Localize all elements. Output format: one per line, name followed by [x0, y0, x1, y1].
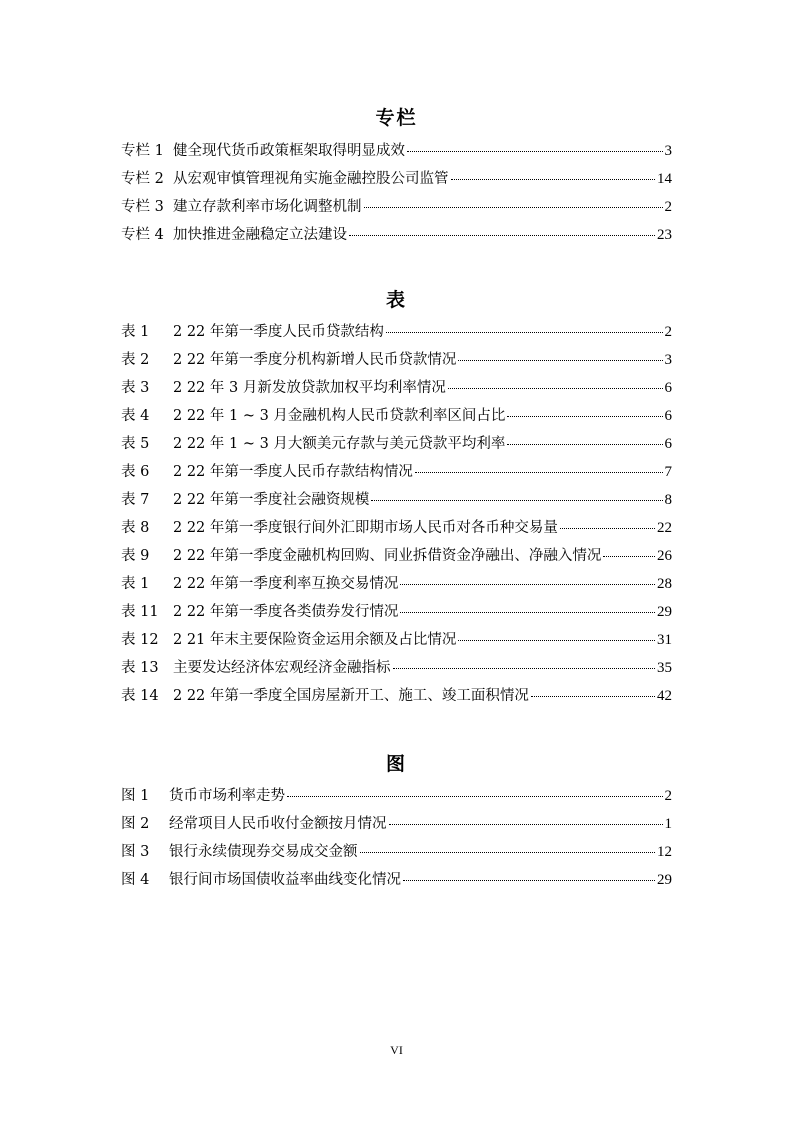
toc-entry-page-number: 26 — [657, 548, 672, 564]
toc-entry[interactable] — [121, 223, 672, 251]
toc-entry-page-number: 12 — [657, 844, 672, 860]
toc-entry[interactable] — [121, 784, 672, 812]
columns-toc-list — [121, 139, 672, 251]
toc-entry-label: 专栏 4 — [121, 227, 164, 243]
toc-entry[interactable] — [121, 432, 672, 460]
toc-entry-title: 从宏观审慎管理视角实施金融控股公司监管 — [173, 171, 449, 187]
toc-entry-label: 图 3 — [121, 844, 150, 860]
toc-entry-label: 图 2 — [121, 816, 150, 832]
toc-entry-page-number: 2 — [664, 324, 672, 340]
toc-entry-label: 表 6 — [121, 464, 150, 480]
toc-entry[interactable] — [121, 460, 672, 488]
dot-leader — [448, 388, 663, 389]
toc-entry-page-number: 6 — [664, 436, 672, 452]
toc-entry-label: 专栏 3 — [121, 199, 164, 215]
toc-entry-title: 2 22 年第一季度人民币存款结构情况 — [173, 464, 413, 480]
dot-leader — [507, 444, 662, 445]
toc-entry[interactable] — [121, 348, 672, 376]
toc-entry-label: 表 7 — [121, 492, 150, 508]
tables-toc-list — [121, 320, 672, 712]
toc-entry-title: 2 22 年 1 ~ 3 月大额美元存款与美元贷款平均利率 — [173, 436, 506, 452]
toc-entry-title: 2 22 年第一季度金融机构回购、同业拆借资金净融出、净融入情况 — [173, 548, 602, 564]
toc-entry-label: 表 5 — [121, 436, 150, 452]
toc-entry-page-number: 2 — [664, 199, 672, 215]
toc-entry[interactable] — [121, 572, 672, 600]
toc-entry-title: 货币市场利率走势 — [169, 788, 285, 804]
toc-entry-label: 专栏 1 — [121, 143, 164, 159]
toc-entry-title: 2 22 年 1 ~ 3 月金融机构人民币贷款利率区间占比 — [173, 408, 506, 424]
toc-entry-page-number: 7 — [664, 464, 672, 480]
dot-leader — [400, 612, 655, 613]
toc-entry-label: 表 2 — [121, 352, 150, 368]
toc-entry-title: 主要发达经济体宏观经济金融指标 — [173, 660, 391, 676]
toc-entry-label: 表 9 — [121, 548, 150, 564]
dot-leader — [400, 584, 655, 585]
toc-entry[interactable] — [121, 684, 672, 712]
toc-entry-label: 表 1 — [121, 576, 150, 592]
toc-entry-title: 2 22 年第一季度社会融资规模 — [173, 492, 370, 508]
toc-entry-page-number: 3 — [664, 143, 672, 159]
toc-entry-page-number: 28 — [657, 576, 672, 592]
dot-leader — [287, 796, 663, 797]
toc-entry-page-number: 29 — [657, 604, 672, 620]
toc-entry-title: 2 22 年第一季度利率互换交易情况 — [173, 576, 399, 592]
toc-entry-title: 银行间市场国债收益率曲线变化情况 — [169, 872, 401, 888]
dot-leader — [560, 528, 655, 529]
dot-leader — [603, 556, 655, 557]
toc-entry-page-number: 6 — [664, 408, 672, 424]
toc-entry-label: 表 11 — [121, 604, 159, 620]
toc-entry-label: 表 8 — [121, 520, 150, 536]
toc-entry-page-number: 2 — [664, 788, 672, 804]
toc-entry-title: 2 22 年第一季度全国房屋新开工、施工、竣工面积情况 — [173, 688, 529, 704]
dot-leader — [415, 472, 663, 473]
toc-entry[interactable] — [121, 656, 672, 684]
toc-entry-label: 专栏 2 — [121, 171, 164, 187]
page-number: VI — [390, 1043, 403, 1057]
dot-leader — [407, 151, 663, 152]
toc-entry[interactable] — [121, 488, 672, 516]
toc-entry-label: 图 1 — [121, 788, 150, 804]
toc-entry-title: 2 21 年末主要保险资金运用余额及占比情况 — [173, 632, 457, 648]
dot-leader — [507, 416, 662, 417]
dot-leader — [531, 696, 655, 697]
toc-entry[interactable] — [121, 167, 672, 195]
toc-entry[interactable] — [121, 812, 672, 840]
toc-entry-title: 2 22 年第一季度人民币贷款结构 — [173, 324, 384, 340]
columns-section-title: 专栏 — [375, 107, 418, 129]
dot-leader — [364, 207, 663, 208]
toc-entry[interactable] — [121, 320, 672, 348]
toc-entry-title: 加快推进金融稳定立法建设 — [173, 227, 347, 243]
toc-entry-label: 表 3 — [121, 380, 150, 396]
toc-entry[interactable] — [121, 516, 672, 544]
dot-leader — [451, 179, 656, 180]
tables-section-title: 表 — [385, 289, 407, 311]
dot-leader — [393, 668, 656, 669]
toc-entry-title: 建立存款利率市场化调整机制 — [173, 199, 362, 215]
toc-entry-page-number: 23 — [657, 227, 672, 243]
dot-leader — [389, 824, 663, 825]
toc-entry-label: 表 13 — [121, 660, 159, 676]
toc-entry-page-number: 6 — [664, 380, 672, 396]
toc-entry-page-number: 1 — [664, 816, 672, 832]
toc-entry[interactable] — [121, 628, 672, 656]
toc-entry-page-number: 29 — [657, 872, 672, 888]
toc-entry-label: 表 12 — [121, 632, 159, 648]
figures-section-title: 图 — [385, 753, 407, 775]
toc-entry-title: 银行永续债现券交易成交金额 — [169, 844, 358, 860]
toc-entry[interactable] — [121, 544, 672, 572]
toc-entry-label: 表 4 — [121, 408, 150, 424]
toc-entry-page-number: 8 — [664, 492, 672, 508]
toc-entry[interactable] — [121, 600, 672, 628]
toc-entry-page-number: 42 — [657, 688, 672, 704]
toc-entry-title: 2 22 年第一季度分机构新增人民币贷款情况 — [173, 352, 457, 368]
toc-entry-label: 图 4 — [121, 872, 150, 888]
dot-leader — [458, 360, 662, 361]
toc-entry-label: 表 14 — [121, 688, 159, 704]
toc-entry[interactable] — [121, 868, 672, 896]
toc-entry-title: 2 22 年第一季度各类债券发行情况 — [173, 604, 399, 620]
toc-entry[interactable] — [121, 195, 672, 223]
toc-entry-page-number: 35 — [657, 660, 672, 676]
dot-leader — [386, 332, 663, 333]
toc-entry-page-number: 14 — [657, 171, 672, 187]
toc-entry-title: 2 22 年 3 月新发放贷款加权平均利率情况 — [173, 380, 446, 396]
figures-toc-list — [121, 784, 672, 896]
toc-entry[interactable] — [121, 840, 672, 868]
toc-entry-page-number: 3 — [664, 352, 672, 368]
toc-entry-title: 2 22 年第一季度银行间外汇即期市场人民币对各币种交易量 — [173, 520, 558, 536]
toc-entry-title: 经常项目人民币收付金额按月情况 — [169, 816, 387, 832]
toc-entry[interactable] — [121, 404, 672, 432]
toc-entry-title: 健全现代货币政策框架取得明显成效 — [173, 143, 405, 159]
dot-leader — [403, 880, 655, 881]
toc-entry-page-number: 22 — [657, 520, 672, 536]
toc-entry[interactable] — [121, 376, 672, 404]
dot-leader — [349, 235, 655, 236]
dot-leader — [371, 500, 662, 501]
toc-entry-page-number: 31 — [657, 632, 672, 648]
dot-leader — [458, 640, 655, 641]
toc-entry[interactable] — [121, 139, 672, 167]
toc-entry-label: 表 1 — [121, 324, 150, 340]
dot-leader — [360, 852, 656, 853]
